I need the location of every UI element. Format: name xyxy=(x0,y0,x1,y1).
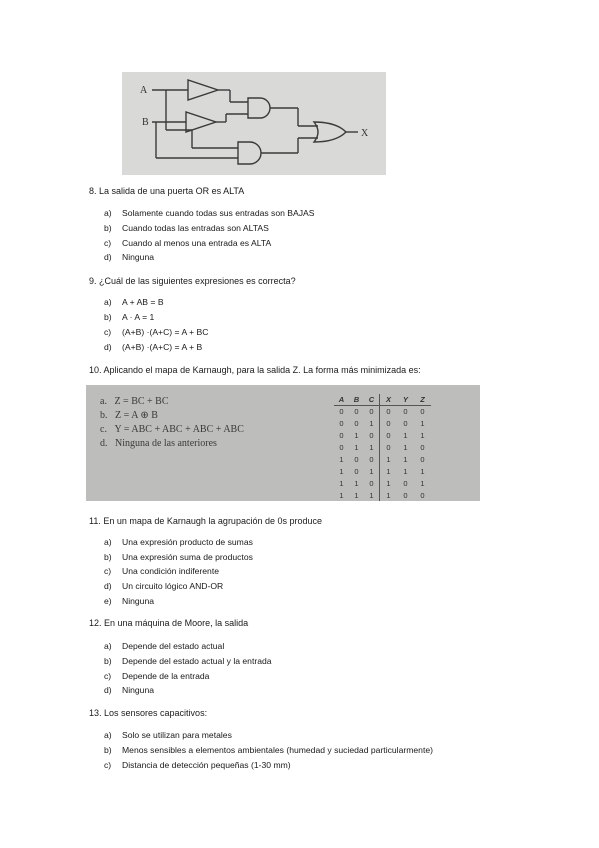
option-letter: b) xyxy=(104,745,112,755)
option-text: Ninguna xyxy=(122,685,155,695)
option-letter: b) xyxy=(104,656,112,666)
option-text: Cuando al menos una entrada es ALTA xyxy=(122,238,272,248)
truth-table-cell: 1 xyxy=(420,479,425,488)
option-letter: d) xyxy=(104,581,112,591)
truth-table-cell: 1 xyxy=(339,455,344,464)
option-letter: d) xyxy=(104,342,112,352)
truth-table-header-cell: B xyxy=(349,394,364,406)
truth-table-cell: 1 xyxy=(354,431,359,440)
option-text: Z = BC + BC xyxy=(114,396,169,407)
truth-table-cell: 1 xyxy=(364,466,380,478)
truth-table-row xyxy=(334,430,431,442)
truth-table-row xyxy=(334,442,431,454)
option-letter: c) xyxy=(104,327,112,337)
option-text: A + AB = B xyxy=(122,297,164,307)
truth-table-cell: 0 xyxy=(354,467,359,476)
option-letter: c) xyxy=(104,566,112,576)
option-letter: b) xyxy=(104,552,112,562)
option-letter: c) xyxy=(104,760,112,770)
truth-table-cell: 0 xyxy=(386,407,391,416)
option-text: Una condición indiferente xyxy=(122,566,219,576)
option-text: A · A = 1 xyxy=(122,312,155,322)
option-letter: a) xyxy=(104,730,112,740)
truth-table-cell: 1 xyxy=(403,431,408,440)
truth-table-cell: 0 xyxy=(354,455,359,464)
option-letter: a) xyxy=(104,641,112,651)
truth-table-cell: 0 xyxy=(339,443,344,452)
option-letter: c) xyxy=(104,238,112,248)
q10-option-c[interactable] xyxy=(100,423,244,437)
option-text: Solamente cuando todas sus entradas son BAJAS xyxy=(122,208,315,218)
truth-table-cell: 0 xyxy=(364,454,380,466)
option-text: Depende del estado actual xyxy=(122,641,225,651)
truth-table-cell: 0 xyxy=(420,455,425,464)
truth-table-cell: 0 xyxy=(354,419,359,428)
truth-table-header-cell: Y xyxy=(397,394,414,406)
truth-table-body xyxy=(334,406,431,502)
truth-table-header-cell: C xyxy=(364,394,380,406)
option-text: (A+B) ·(A+C) = A + B xyxy=(122,342,203,352)
option-text: Ninguna xyxy=(122,252,155,262)
truth-table-cell: 1 xyxy=(386,467,391,476)
truth-table-cell: 0 xyxy=(420,443,425,452)
option-text: Z = A ⊕ B xyxy=(115,410,158,421)
option-letter: e) xyxy=(104,596,112,606)
option-letter: a) xyxy=(104,208,112,218)
option-letter: a. xyxy=(100,396,107,407)
truth-table-row xyxy=(334,466,431,478)
truth-table-cell: 0 xyxy=(403,407,408,416)
option-text: Ninguna xyxy=(122,596,155,606)
logic-circuit-image xyxy=(122,72,386,175)
option-text: Una expresión suma de productos xyxy=(122,552,253,562)
option-text: Solo se utilizan para metales xyxy=(122,730,232,740)
truth-table-cell: 0 xyxy=(420,407,425,416)
truth-table-row xyxy=(334,478,431,490)
option-letter: a) xyxy=(104,537,112,547)
option-letter: d) xyxy=(104,252,112,262)
q10-option-a[interactable] xyxy=(100,395,244,409)
truth-table-cell: 1 xyxy=(339,479,344,488)
truth-table-header-cell: A xyxy=(334,394,349,406)
truth-table-header-cell: Z xyxy=(414,394,431,406)
truth-table xyxy=(334,394,431,501)
truth-table-cell: 0 xyxy=(339,431,344,440)
question-9-title: 9. ¿Cuál de las siguientes expresiones es correcta? xyxy=(89,276,296,286)
option-text: Depende de la entrada xyxy=(122,671,210,681)
question-12-title: 12. En una máquina de Moore, la salida xyxy=(89,618,249,628)
truth-table-cell: 0 xyxy=(386,443,391,452)
truth-table-row xyxy=(334,418,431,430)
option-text: (A+B) ·(A+C) = A + BC xyxy=(122,327,209,337)
option-text: Ninguna de las anteriores xyxy=(115,438,217,449)
option-letter: a) xyxy=(104,297,112,307)
truth-table-cell: 0 xyxy=(403,419,408,428)
option-letter: d. xyxy=(100,438,108,449)
input-b-label: B xyxy=(142,117,149,128)
option-text: Depende del estado actual y la entrada xyxy=(122,656,272,666)
q10-option-d[interactable] xyxy=(100,437,244,451)
option-letter: b. xyxy=(100,410,108,421)
karnaugh-question-image xyxy=(86,385,480,501)
option-text: Menos sensibles a elementos ambientales (humedad y suciedad particularmente) xyxy=(122,745,433,755)
truth-table-cell: 0 xyxy=(403,491,408,500)
q10-options xyxy=(100,395,244,451)
truth-table-cell: 0 xyxy=(364,478,380,490)
option-text: Un circuito lógico AND-OR xyxy=(122,581,224,591)
option-letter: b) xyxy=(104,312,112,322)
option-text: Cuando todas las entradas son ALTAS xyxy=(122,223,269,233)
truth-table-cell: 1 xyxy=(386,479,391,488)
question-11-title: 11. En un mapa de Karnaugh la agrupación de 0s produce xyxy=(89,516,323,526)
truth-table-cell: 0 xyxy=(386,431,391,440)
logic-circuit-diagram xyxy=(122,72,386,175)
question-10-title: 10. Aplicando el mapa de Karnaugh, para la salida Z. La forma más minimizada es: xyxy=(89,365,421,375)
input-a-label: A xyxy=(140,85,148,96)
truth-table-row xyxy=(334,454,431,466)
truth-table-cell: 1 xyxy=(354,479,359,488)
option-letter: d) xyxy=(104,685,112,695)
truth-table-cell: 1 xyxy=(386,455,391,464)
truth-table-cell: 1 xyxy=(339,491,344,500)
truth-table-row xyxy=(334,406,431,419)
truth-table-cell: 0 xyxy=(386,419,391,428)
option-text: Una expresión producto de sumas xyxy=(122,537,253,547)
option-letter: c) xyxy=(104,671,112,681)
option-letter: c. xyxy=(100,424,107,435)
truth-table-cell: 1 xyxy=(354,443,359,452)
truth-table-cell: 0 xyxy=(339,419,344,428)
q10-option-b[interactable] xyxy=(100,409,244,423)
truth-table-cell: 1 xyxy=(386,491,391,500)
option-letter: b) xyxy=(104,223,112,233)
truth-table-cell: 1 xyxy=(420,467,425,476)
truth-table-cell: 0 xyxy=(364,430,380,442)
option-text: Distancia de detección pequeñas (1-30 mm) xyxy=(122,760,291,770)
truth-table-row xyxy=(334,490,431,501)
option-text: Y = ABC + ABC + ABC + ABC xyxy=(114,424,244,435)
truth-table-cell: 1 xyxy=(354,491,359,500)
question-13-title: 13. Los sensores capacitivos: xyxy=(89,708,208,718)
truth-table-cell: 0 xyxy=(364,406,380,419)
truth-table-cell: 1 xyxy=(364,442,380,454)
output-x-label: X xyxy=(361,128,369,139)
truth-table-cell: 1 xyxy=(364,490,380,501)
truth-table-cell: 0 xyxy=(339,407,344,416)
truth-table-cell: 0 xyxy=(403,479,408,488)
truth-table-cell: 0 xyxy=(354,407,359,416)
truth-table-cell: 1 xyxy=(403,467,408,476)
truth-table-header-cell: X xyxy=(380,394,398,406)
truth-table-cell: 1 xyxy=(403,443,408,452)
truth-table-cell: 1 xyxy=(339,467,344,476)
question-8-title: 8. La salida de una puerta OR es ALTA xyxy=(89,186,245,196)
truth-table-header xyxy=(334,394,431,406)
truth-table-cell: 1 xyxy=(420,431,425,440)
truth-table-cell: 0 xyxy=(420,491,425,500)
truth-table-cell: 1 xyxy=(403,455,408,464)
truth-table-cell: 1 xyxy=(364,418,380,430)
truth-table-cell: 1 xyxy=(420,419,425,428)
